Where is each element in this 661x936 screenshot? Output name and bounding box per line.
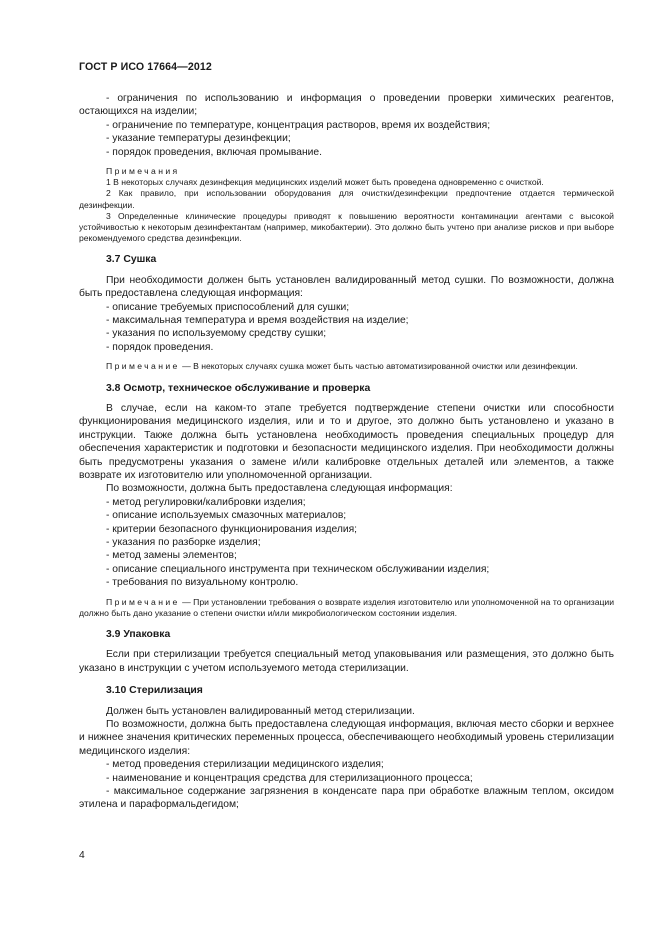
list-item: - наименование и концентрация средства для стерилизационного процесса;: [106, 772, 473, 784]
section-heading-3-10: 3.10 Стерилизация: [106, 685, 203, 697]
section-heading-3-7: 3.7 Сушка: [106, 254, 157, 266]
list-item: - метод проведения стерилизации медицинского изделия;: [106, 759, 384, 771]
list-item: - указания по используемому средству сушки;: [106, 328, 327, 340]
list-item: - требования по визуальному контролю.: [106, 577, 299, 589]
list-item: - ограничения по использованию и информация о проведении проверки химических реагентов, остающихся на изделии;: [79, 93, 614, 118]
section-heading-3-8: 3.8 Осмотр, техническое обслуживание и проверка: [106, 382, 371, 394]
note: [79, 597, 614, 619]
list-item: - описание требуемых приспособлений для сушки;: [106, 301, 350, 313]
document-header: ГОСТ Р ИСО 17664—2012: [79, 61, 212, 73]
list-item: - ограничение по температуре, концентрация растворов, время их воздействия;: [106, 119, 491, 131]
list-item: - критерии безопасного функционирования изделия;: [106, 523, 358, 535]
list-item: - описание используемых смазочных материалов;: [106, 510, 347, 522]
list-item: - метод замены элементов;: [106, 550, 237, 562]
notes-block: [79, 166, 614, 244]
list-item: - метод регулировки/калибровки изделия;: [106, 496, 306, 508]
note: [79, 361, 614, 372]
paragraph: При необходимости должен быть установлен валидированный метод сушки. По возможности, должна быть предоставлена следующая информация:: [79, 274, 614, 300]
paragraph: Должен быть установлен валидированный метод стерилизации.: [106, 705, 415, 717]
list-item: - указания по разборке изделия;: [106, 536, 261, 548]
note-item: 1 В некоторых случаях дезинфекция медицинских изделий может быть проведена одновременно с очисткой.: [106, 177, 544, 188]
list-item: - указание температуры дезинфекции;: [106, 133, 291, 145]
list-item: - порядок проведения, включая промывание.: [106, 146, 322, 158]
note-text: — В некоторых случаях сушка может быть частью автоматизированной очистки или дезинфекции.: [179, 361, 578, 372]
notes-heading: Примечания: [106, 166, 180, 177]
page-number: 4: [79, 850, 85, 861]
note-item: 2 Как правило, при использовании оборудования для очистки/дезинфекции предпочтение отдается термической дезинфекции.: [79, 188, 614, 210]
paragraph: Если при стерилизации требуется специальный метод упаковывания или размещения, это должно быть указано в инструкции с учетом используемого метода стерилизации.: [79, 649, 614, 674]
paragraph: По возможности, должна быть предоставлена следующая информация:: [106, 483, 453, 495]
list-item: - максимальная температура и время воздействия на изделие;: [106, 315, 409, 327]
note-label: Примечание: [106, 361, 180, 372]
paragraph: В случае, если на каком-то этапе требуется подтверждение степени очистки или способности функционирования медицинского изделия, или и то и другое, это должно быть установлено и указано в инструкции. Также должна быть установлена необходимость проведения специальных процедур для обеспечения характеристик и подготовки и безопасности медицинского изделия. При необходимости должны быть предусмотрены указания о замене и/или калибровке отдельных деталей или элементов, а также возврате их изготовителю или уполномоченной организации.: [79, 402, 614, 481]
paragraph: По возможности, должна быть предоставлена следующая информация, включая место сборки и верхнее и нижнее значения критических переменных процесса, обеспечивающего необходимый уровень стерилизации медицинского изделия:: [79, 719, 614, 757]
page-content: [79, 92, 614, 812]
note-text: — При установлении требования о возврате изделия изготовителю или уполномоченной на то организации должно быть дано указание о степени очистки и/или микробиологическом состоянии изделия.: [79, 596, 614, 618]
note-label: Примечание: [106, 596, 180, 607]
list-item: - максимальное содержание загрязнения в конденсате пара при обработке влажным теплом, оксидом этилена и параформальдегидом;: [79, 786, 614, 811]
list-item: - порядок проведения.: [106, 341, 214, 353]
section-heading-3-9: 3.9 Упаковка: [106, 629, 171, 640]
note-item: 3 Определенные клинические процедуры приводят к повышению вероятности контаминации агентами с высокой устойчивостью к некоторым дезинфектантам (например, микобактерии). Это должно быть учтено при анализе рисков и при выборе рекомендуемого средства дезинфекции.: [79, 210, 614, 244]
list-item: - описание специального инструмента при техническом обслуживании изделия;: [106, 563, 490, 575]
